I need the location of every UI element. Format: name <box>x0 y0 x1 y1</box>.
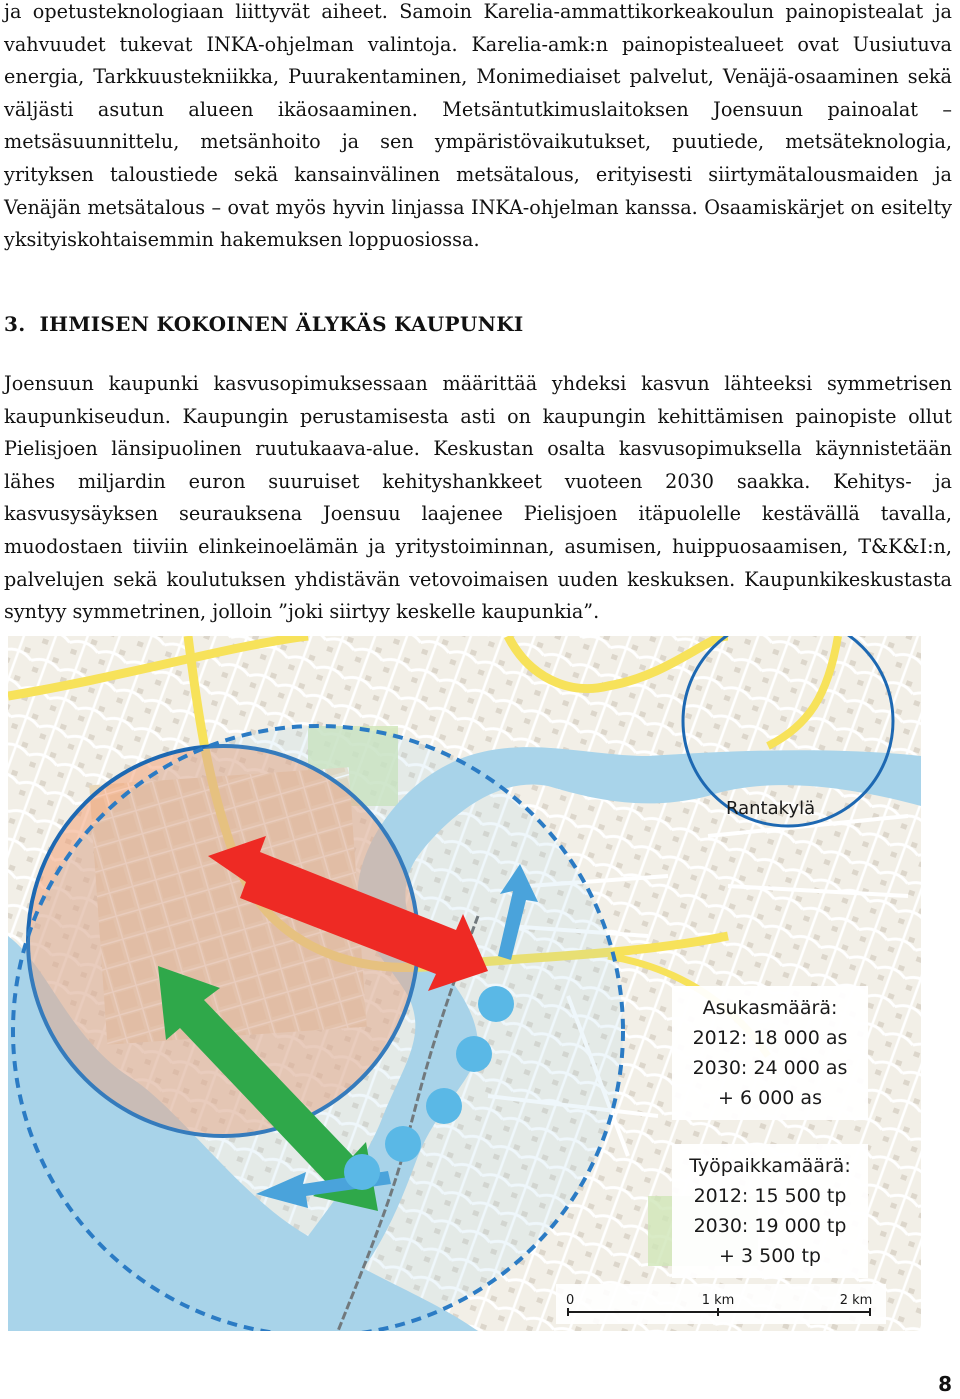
page-number: 8 <box>938 1372 952 1396</box>
growth-area-circle <box>13 726 623 1331</box>
intro-paragraph: ja opetusteknologiaan liittyvät aiheet. Samoin Karelia-ammattikorkeakoulun painopistealat ja vahvuudet tukevat INKA-ohjelman valintoja. Karelia-amk:n painopistealueet ovat Uusiutuva energia, Tarkkuustekniikka, Puurakentaminen, Monimediaiset palvelut, Venäjä-osaaminen sekä väljästi asutun alueen ikäosaaminen. Metsäntutkimuslaitoksen Joensuun painoalat – metsäsuunnittelu, metsänhoito ja sen ympäristövaikutukset, puutiede, metsäteknologia, yrityksen taloustiede sekä kansainvälinen metsätalous, erityisesti siirtymätalousmaiden ja Venäjän metsätalous – ovat myös hyvin linjassa INKA-ohjelman kanssa. Osaamiskärjet on esitelty yksityiskohtaisemmin hakemuksen loppuosiossa. <box>4 0 952 252</box>
section-heading <box>4 312 524 336</box>
blue-dot <box>426 1088 462 1124</box>
jobs-2030: 2030: 19 000 tp <box>693 1215 847 1237</box>
section-number: 3. <box>4 312 26 336</box>
rantakyla-label: Rantakylä <box>726 798 816 819</box>
blue-dot <box>344 1154 380 1190</box>
blue-dot <box>385 1126 421 1162</box>
section-title: IHMISEN KOKOINEN ÄLYKÄS KAUPUNKI <box>39 312 524 336</box>
population-2030: 2030: 24 000 as <box>692 1057 848 1079</box>
jobs-change: + 3 500 tp <box>719 1245 821 1267</box>
city-growth-map <box>8 636 921 1331</box>
city-paragraph: Joensuun kaupunki kasvusopimuksessaan määrittää yhdeksi kasvun lähteeksi symmetrisen kaupunkiseudun. Kaupungin perustamisesta asti on kaupungin kehittämisen painopiste ollut Pielisjoen länsipuolinen ruutukaava-alue. Keskustan osalta kasvusopimuksella käynnistetään lähes miljardin euron suuruiset kehityshankkeet vuoteen 2030 saakka. Kehitys- ja kasvusysäyksen seurauksena Joensuu laajenee Pielisjoen itäpuolelle kestävällä tavalla, muodostaen tiiviin elinkeinoelämän ja yritystoiminnan, asumisen, huippuosaamisen, T&K&I:n, palvelujen sekä koulutuksen yhdistävän vetovoimaisen uuden keskuksen. Kaupunkikeskustasta syntyy symmetrinen, jolloin ”joki siirtyy keskelle kaupunkia”. <box>4 372 952 624</box>
population-title: Asukasmäärä: <box>702 997 838 1019</box>
scale-zero: 0 <box>566 1293 575 1308</box>
scale-1km: 1 km <box>701 1293 735 1308</box>
blue-dot <box>456 1036 492 1072</box>
jobs-2012: 2012: 15 500 tp <box>693 1185 847 1207</box>
jobs-title: Työpaikkamäärä: <box>689 1155 851 1177</box>
population-change: + 6 000 as <box>718 1087 822 1109</box>
population-2012: 2012: 18 000 as <box>692 1027 848 1049</box>
scale-2km: 2 km <box>839 1293 873 1308</box>
blue-dot <box>478 986 514 1022</box>
